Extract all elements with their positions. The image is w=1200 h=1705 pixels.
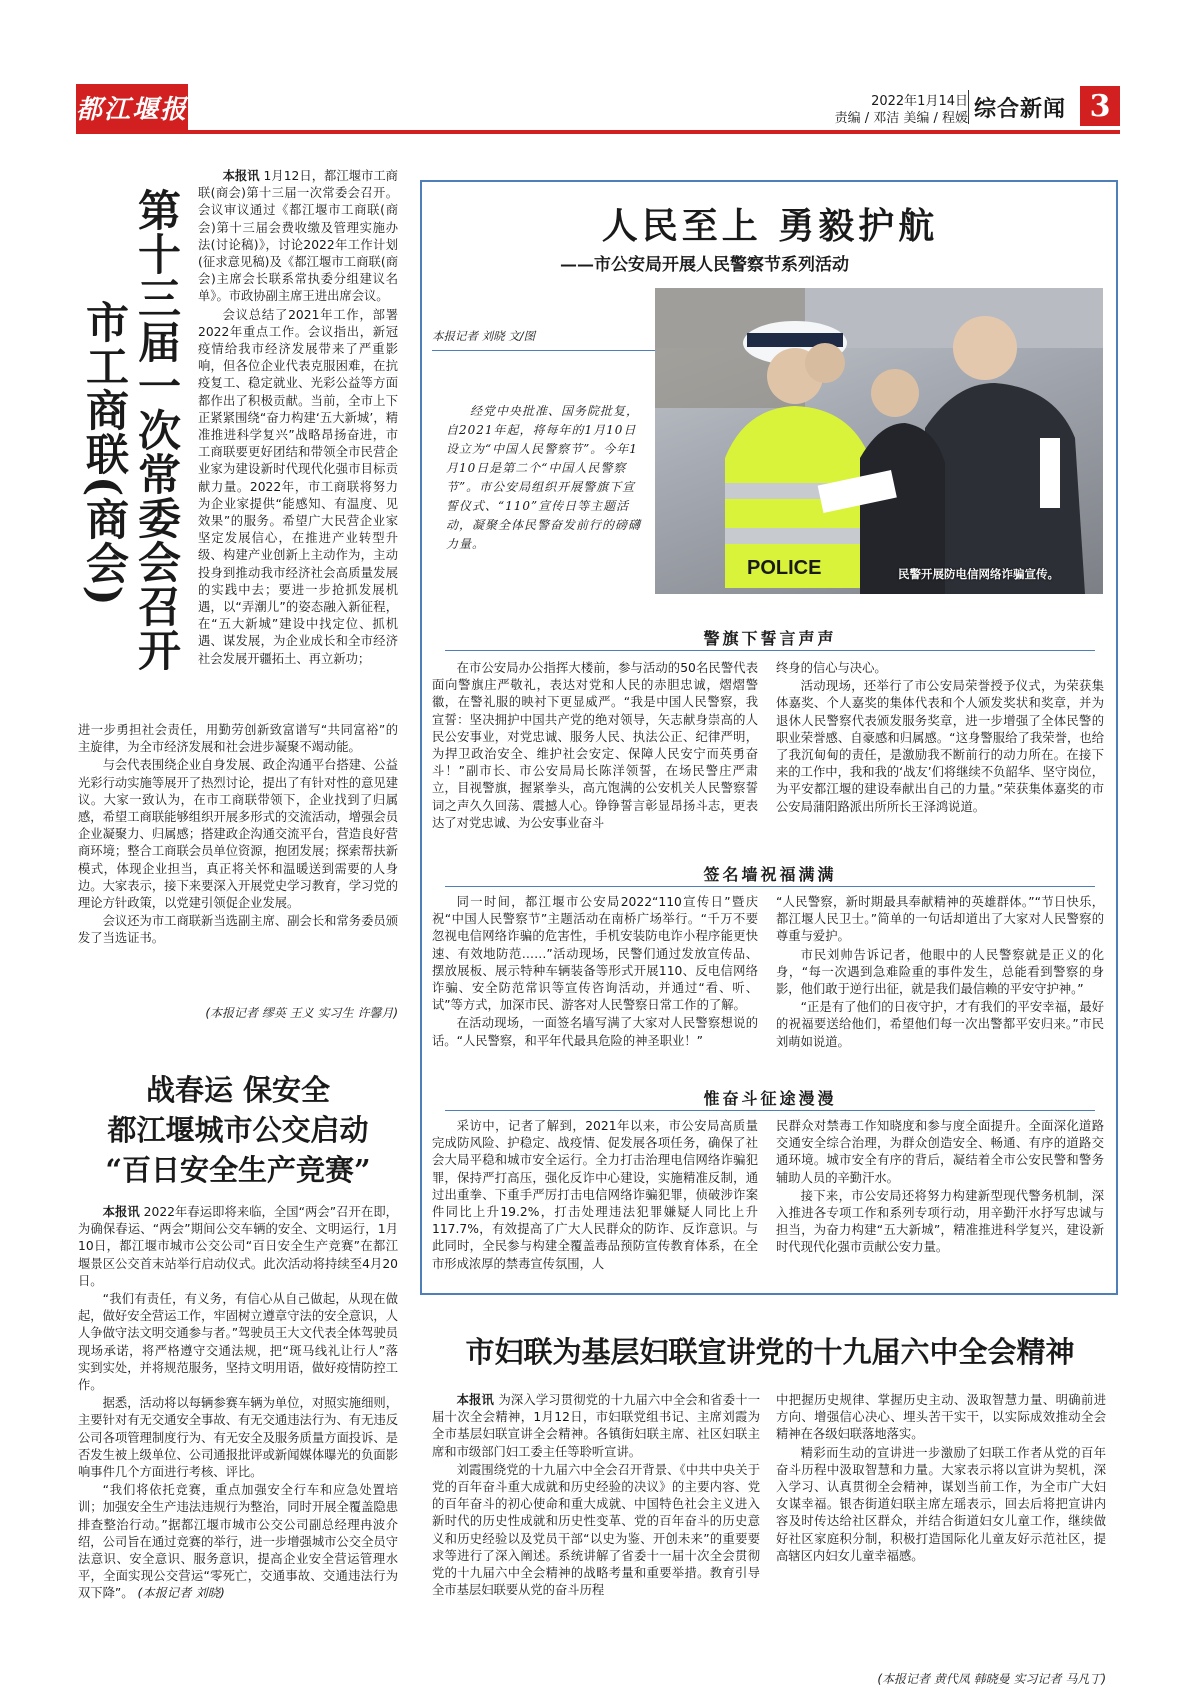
section3-rule bbox=[445, 1110, 1095, 1111]
paragraph: 终身的信心与决心。 bbox=[776, 661, 887, 675]
section2-title: 签名墙祝福满满 bbox=[703, 865, 837, 884]
article1-body bbox=[78, 722, 398, 949]
paragraph: 接下来，市公安局还将努力构建新型现代警务机制，深入推进各专项工作和系列专项行动，用辛勤汗水抒写忠诚与担当，为奋力构建“五大新城”，精准推进科学复兴，建设新时代现代化强市贡献公安力量。 bbox=[776, 1188, 1104, 1255]
article2-body bbox=[78, 1204, 398, 1604]
paragraph: 刘霞围绕党的十九届六中全会召开背景、《中共中央关于党的百年奋斗重大成就和历史经验的决议》的主要内容、党的百年奋斗的初心使命和重大成就、中国特色社会主义进入新时代的历史性成就和历史性变革、党的百年奋斗的历史意义和历史经验以及党员干部“以史为鉴、开创未来”的重要要求等进行了深入阐述。系统讲解了省委十一届十次全会贯彻党的十九届六中全会精神的战略考量和重要举措。教育引导全市基层妇联要从党的奋斗历程 bbox=[432, 1462, 760, 1598]
article2-paragraph-3: 据悉，活动将以每辆参赛车辆为单位，对照实施细则，主要针对有无交通安全事故、有无交通违法行为、有无违反公司各项管理制度行为、有无安全及服务质量方面投诉、是否发生被上级单位、公司通报批评或新闻媒体曝光的负面影响事件几个方面进行考核、评比。 bbox=[78, 1396, 398, 1480]
section1-col1-text: 在市公安局办公指挥大楼前，参与活动的50名民警代表面向警旗庄严敬礼，表达对党和人民的赤胆忠诚，熠熠警徽，在警礼服的映衬下更显威严。“我是中国人民警察，我宣誓：坚决拥护中国共产党的绝对领导，矢志献身崇高的人民公安事业，对党忠诚、服务人民、执法公正、纪律严明，为捍卫政治安全、维护社会安定、保障人民安宁而英勇奋斗！”副市长、市公安局局长陈洋领誓，在场民警庄严肃立，目视警旗，握紧拳头，高亢饱满的公安机关人民警察誓词之声久久回荡、震撼人心。铮铮誓言彰显昂扬斗志，更表达了对党忠诚、为公安事业奋斗 bbox=[432, 661, 758, 830]
article1-paragraph-2a: 会议总结了2021年工作，部署2022年重点工作。会议指出，新冠疫情给我市经济发展带来了严重影响，但各位企业代表克服困难，在抗疫复工、稳定就业、光彩公益等方面都作出了积极贡献。当前，全市上下正紧紧围绕“奋力构建‘五大新城’，精准推进科学复兴”战略昂扬奋进，市工商联要更好团结和带领全市民营企业家为建设新时代现代化强市目标贡献力量。2022年，市工商联将努力为企业家提供“能感知、有温度、见效果”的服务。希望广大民营企业家坚定发展信心，在推进产业转型升级、构建产业创新上主动作为，主动投身到推动我市经济社会高质量发展的实践中去；要进一步抢抓发展机遇，以“弄潮儿”的姿态融入新征程，在“五大新城”建设中找定位、抓机遇、谋发展，为企业成长和全市经济社会发展开疆拓土、再立新功； bbox=[198, 307, 398, 666]
section2-col2 bbox=[776, 894, 1104, 1052]
newspaper-logo: 都江堰报 bbox=[76, 84, 188, 130]
page-number: 3 bbox=[1080, 86, 1120, 126]
paragraph: 民群众对禁毒工作知晓度和参与度全面提升。全面深化道路交通安全综合治理，为群众创造安全、畅通、有序的道路交通环境。城市安全有序的背后，凝结着全市公安民警和警务辅助人员的辛勤汗水。 bbox=[776, 1119, 1104, 1185]
article1-paragraph-3: 与会代表围绕企业自身发展、政企沟通平台搭建、公益光彩行动实施等展开了热烈讨论，提出了有针对性的意见建议。大家一致认为，在市工商联带领下，企业找到了归属感，希望工商联能够组织开展多形式的交流活动，增强会员企业凝聚力、归属感；搭建政企沟通交流平台，营造良好营商环境；整合工商联会员单位资源，抱团发展；探索帮扶新模式，体现企业担当，真正将关怀和温暖送到需要的人身边。大家表示，接下来要深入开展党史学习教育，学习党的理论方针政策，以党建引领促企业发展。 bbox=[78, 758, 398, 911]
section1-col2 bbox=[776, 660, 1104, 817]
header-rule bbox=[76, 130, 1120, 134]
article2-title bbox=[78, 1070, 398, 1190]
police-photo bbox=[655, 288, 1103, 594]
article3-byline: (本报记者 黄代凤 韩晓曼 实习记者 马凡丁) bbox=[877, 1672, 1106, 1686]
article1-byline: (本报记者 缪英 王义 实习生 许馨月) bbox=[205, 1006, 398, 1020]
issue-date: 2022年1月14日 bbox=[871, 94, 968, 109]
paragraph: 精彩而生动的宣讲进一步激励了妇联工作者从党的百年奋斗历程中汲取智慧和力量。大家表示将以宣讲为契机，深入学习、认真贯彻全会精神，谋划当前工作，为全市广大妇女谋幸福。银杏街道妇联主席左瑶表示，回去后将把宣讲内容及时传达给社区群众，并结合街道妇女儿童工作，继续做好社区家庭积分制，积极打造国际化儿童友好示范社区，提高辖区内妇女儿童幸福感。 bbox=[776, 1445, 1106, 1563]
section2-rule bbox=[445, 886, 1095, 887]
article1-lead-text: 1月12日，都江堰市工商联(商会)第十三届一次常委会召开。会议审议通过《都江堰市工商联(商会)第十三届会费收缴及管理实施办法(讨论稿)》，讨论2022年工作计划(征求意见稿)及《都江堰市工商联(商会)主席会长联系常执委分组建议名单》。市政协副主席王进出席会议。 bbox=[198, 169, 398, 304]
photo-illustration bbox=[655, 288, 1103, 594]
article3-title: 市妇联为基层妇联宣讲党的十九届六中全会精神 bbox=[465, 1335, 1075, 1369]
section3-col1-text: 采访中，记者了解到，2021年以来，市公安局高质量完成防风险、护稳定、战疫情、促发展各项任务，确保了社会大局平稳和城市安全运行。全力打击治理电信网络诈骗犯罪，保持严打高压，强化反诈中心建设，实施精准反制，通过出重拳、下重手严厉打击电信网络诈骗犯罪，侦破涉诈案件同比上升19.2%，打击处理违法犯罪嫌疑人同比上升117.7%，有效提高了广大人民群众的防诈、反诈意识。与此同时，全民参与构建全覆盖毒品预防宣传教育体系，在全市形成浓厚的禁毒宣传氛围，人 bbox=[432, 1119, 758, 1271]
vest-text: POLICE bbox=[747, 557, 822, 579]
lead-label: 本报讯 bbox=[222, 169, 260, 183]
feature-title: 人民至上 勇毅护航 bbox=[601, 205, 939, 247]
reporter-rule bbox=[432, 350, 667, 351]
article3-col1 bbox=[432, 1392, 760, 1600]
article3-col2 bbox=[776, 1392, 1106, 1566]
article1-paragraph-4: 会议还为市工商联新当选副主席、副会长和常务委员颁发了当选证书。 bbox=[78, 914, 398, 946]
paragraph: “人民警察，新时期最具奉献精神的英雄群体。”“节日快乐，都江堰人民卫士。”简单的一句话却道出了大家对人民警察的尊重与爱护。 bbox=[776, 895, 1104, 944]
article2-title-line2: 都江堰城市公交启动 bbox=[107, 1113, 369, 1147]
article2-paragraph-2: “我们有责任，有义务，有信心从自己做起，从现在做起，做好安全营运工作，牢固树立遵章守法的安全意识，人人争做守法文明交通参与者。”驾驶员王大文代表全体驾驶员现场承诺，将严格遵守交通法规，把“斑马线礼让行人”落实到实处，并将规范服务，坚持文明用语，做好疫情防控工作。 bbox=[78, 1292, 398, 1393]
lead-label: 本报讯 bbox=[456, 1393, 499, 1407]
editors-credit: 责编 / 邓洁 美编 / 程媛 bbox=[834, 111, 968, 126]
article1-title: 第十三届一次常委会召开 bbox=[131, 188, 181, 672]
paragraph: “正是有了他们的日夜守护，才有我们的平安幸福，最好的祝福要送给他们，希望他们每一次出警都平安归来。”市民刘萌如说道。 bbox=[776, 1000, 1104, 1049]
article1-paragraph-2b: 进一步勇担社会责任，用勤劳创新致富谱写“共同富裕”的主旋律，为全市经济发展和社会进步凝聚不竭动能。 bbox=[78, 723, 398, 755]
article2-paragraph-4 bbox=[78, 1482, 398, 1602]
section3-col1 bbox=[432, 1118, 758, 1274]
paragraph: 在活动现场，一面签名墙写满了大家对人民警察想说的话。“人民警察，和平年代最具危险的神圣职业！” bbox=[432, 1016, 758, 1048]
header-separator bbox=[968, 90, 969, 124]
feature-intro: 经党中央批准、国务院批复，自2021年起，将每年的1月10日设立为“中国人民警察节”。今年1月10日是第二个“中国人民警察节”。市公安局组织开展警旗下宣誓仪式、“110”宣传日等主题活动，凝聚全体民警奋发前行的磅礴力量。 bbox=[446, 404, 642, 551]
article2-lead-text: 2022年春运即将来临，全国“两会”召开在即，为确保春运、“两会”期间公交车辆的安全、文明运行，1月10日，都江堰市城市公交公司“百日安全生产竞赛”在都江堰景区公交首末站举行启动仪式。此次活动将持续至4月20日。 bbox=[78, 1205, 398, 1288]
photo-caption: 民警开展防电信网络诈骗宣传。 bbox=[898, 567, 1059, 581]
section2-col1 bbox=[432, 894, 758, 1051]
feature-subtitle: ——市公安局开展人民警察节系列活动 bbox=[560, 255, 849, 275]
paragraph: 市民刘帅告诉记者，他眼中的人民警察就是正义的化身，“每一次遇到急难险重的事件发生，总能看到警察的身影，他们敢于逆行出征，就是我们最信赖的平安守护神。” bbox=[776, 947, 1104, 997]
article2-title-line3: “百日安全生产竞赛” bbox=[105, 1153, 371, 1187]
article2-byline: (本报记者 刘晓) bbox=[137, 1586, 225, 1601]
section1-title: 警旗下誓言声声 bbox=[703, 629, 837, 648]
article1-lead bbox=[198, 168, 398, 669]
section-name: 综合新闻 bbox=[974, 97, 1067, 122]
article2-paragraph-4-text: “我们将依托竞赛，重点加强安全行车和应急处置培训；加强安全生产违法违规行为整治，同时开展全覆盖隐患排查整治行动。”据都江堰市城市公交公司副总经理冉波介绍，公司旨在通过竞赛的举行，进一步增强城市公交全员守法意识、安全意识、服务意识，提高企业安全营运管理水平，全面实现公交营运“零死亡，交通事故、交通违法行为双下降”。 bbox=[78, 1483, 398, 1601]
paragraph: 本报讯 为深入学习贯彻党的十九届六中全会和省委十一届十次全会精神，1月12日，市妇联党组书记、主席刘霞为全市基层妇联宣讲全会精神。各镇街妇联主席、社区妇联主席和市级部门妇工委主任等聆听宣讲。 bbox=[432, 1393, 760, 1459]
paragraph: 活动现场，还举行了市公安局荣誉授予仪式，为荣获集体嘉奖、个人嘉奖的集体代表和个人颁发奖状和奖章，并为退休人民警察代表颁发服务奖章，进一步增强了全体民警的职业荣誉感、自豪感和归属感。“这身警服给了我荣誉，也给了我沉甸甸的责任，是激励我不断前行的动力所在。在接下来的工作中，我和我的‘战友’们将继续不负韶华、坚守岗位，为平安都江堰的建设奉献出自己的力量。”荣获集体嘉奖的市公安局蒲阳路派出所所长王泽鸿说道。 bbox=[776, 679, 1104, 814]
section3-col2 bbox=[776, 1118, 1104, 1258]
paragraph: 中把握历史规律、掌握历史主动、汲取智慧力量、明确前进方向、增强信心决心、埋头苦干实干，以实际成效推动全会精神在各级妇联落地落实。 bbox=[776, 1393, 1106, 1442]
paragraph: 同一时间，都江堰市公安局2022“110宣传日”暨庆祝“中国人民警察节”主题活动在南桥广场举行。“千万不要忽视电信网络诈骗的危害性，手机安装防电诈小程序能更快速、有效地防范……”活动现场，民警们通过发放宣传品、摆放展板、展示特种车辆装备等形式开展110、反电信网络诈骗、安全防范常识等宣传咨询活动，并通过“看、听、试”等方式，加深市民、游客对人民警察日常工作的了解。 bbox=[432, 895, 758, 1013]
section3-title: 惟奋斗征途漫漫 bbox=[703, 1089, 837, 1108]
lead-label: 本报讯 bbox=[102, 1205, 140, 1219]
article1-title-line2: 市工商联(商会) bbox=[79, 300, 129, 607]
article2-title-line1: 战春运 保安全 bbox=[145, 1073, 331, 1107]
feature-reporter: 本报记者 刘晓 文/图 bbox=[432, 329, 536, 343]
section1-rule bbox=[445, 650, 1095, 651]
section1-col1 bbox=[432, 660, 758, 833]
